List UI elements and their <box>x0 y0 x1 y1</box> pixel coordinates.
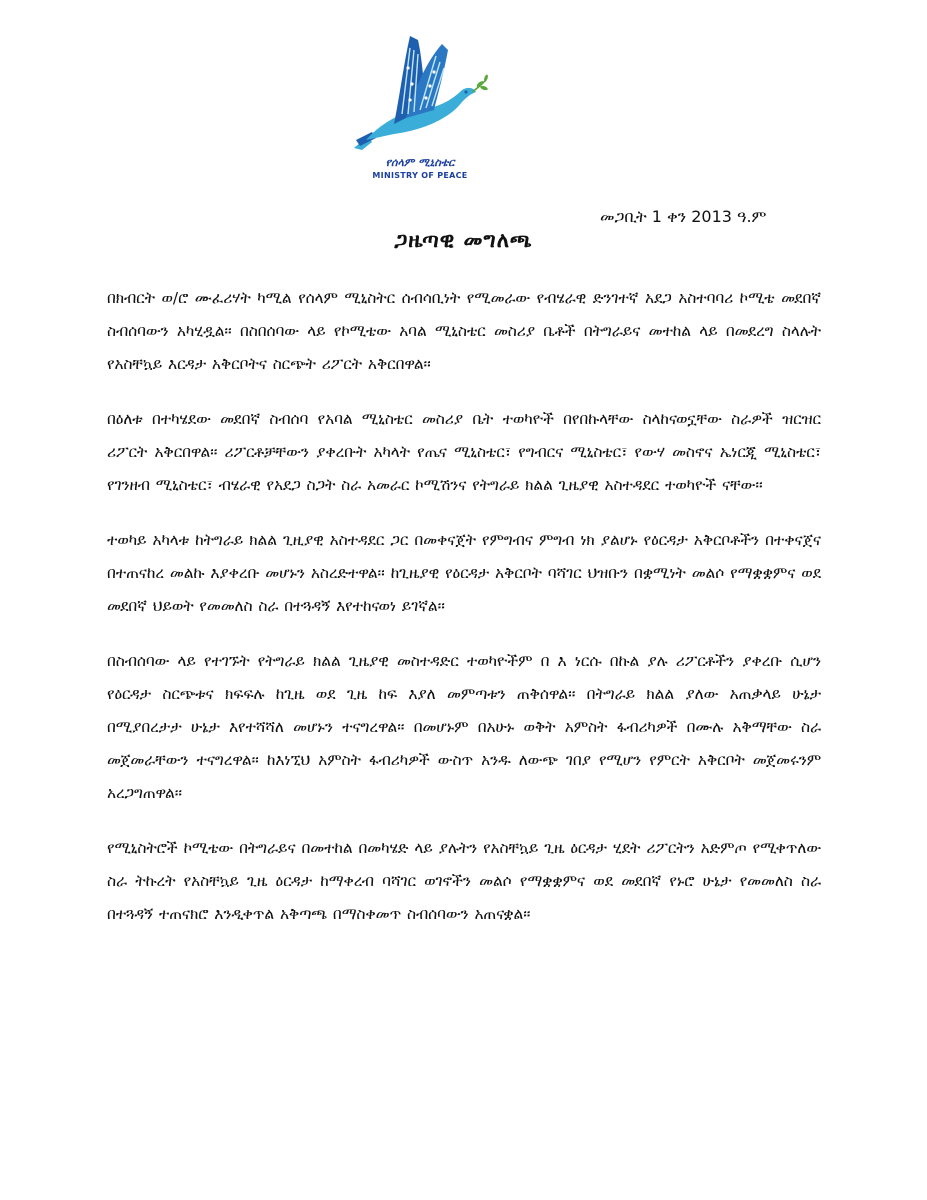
paragraph: በስብሰባው ላይ የተገኙት የትግራይ ክልል ጊዜያዊ መስተዳድር ተወካዮችም በ እ ነርሱ በኩል ያሉ ሪፖርቶችን ያቀረቡ ሲሆን የዕርዳታ ስርጭቱና ክፍፍሉ ከጊዜ ወደ ጊዜ ከፍ እያለ መምጣቱን ጠቅሰዋል፡፡ በትግራይ ክልል ያለው አጠቃላይ ሁኔታ በሚያበረታታ ሁኔታ እየተሻሻለ መሆኑን ተናግረዋል፡፡ በመሆኑም በአሁኑ ወቅት አምስት ፋብሪካዎች በሙሉ አቅማቸው ስራ መጀመራቸውን ተናግረዋል፡፡ ከእነኚህ አምስት ፋብሪካዎች ውስጥ አንዱ ለውጭ ገበያ የሚሆን የምርት አቅርቦት መጀመሩንም አረጋግጠዋል፡፡ <box>107 652 821 802</box>
ministry-logo <box>350 28 490 198</box>
document-body <box>107 282 821 953</box>
paragraph: ተወካይ አካላቱ ከትግራይ ክልል ጊዚያዊ አስተዳደር ጋር በመቀናጀት የምግብና ምግብ ነክ ያልሆኑ የዕርዳታ አቅርቦቶችን በተቀናጀና በተጠናከረ መልኩ እያቀረቡ መሆኑን አስረድተዋል፡፡ ከጊዜያዊ የዕርዳታ አቅርቦት ባሻገር ህዝቡን በቋሚነት መልሶ የማቋቋምና ወደ መደበኛ ህይወት የመመለስ ስራ በተጓዳኝ እየተከናወነ ይገኛል፡፡ <box>107 531 821 615</box>
paragraph: በክብርት ወ/ሮ ሙፈሪሃት ካሚል የሰላም ሚኒስትር ሰብሳቢነት የሚመራው የብሄራዊ ድንገተኛ አደጋ አስተባባሪ ኮሚቴ መደበኛ ስብሰባውን አካሂዷል፡፡ በስበሰባው ላይ የኮሚቴው አባል ሚኒስቴር መስሪያ ቤቶች በትግራይና መተከል ላይ በመደረግ ስላሉት የአስቸኳይ እርዳታ አቅርቦትና ስርጭት ሪፖርት አቅርበዋል፡፡ <box>107 289 821 373</box>
logo-amharic-name: የሰላም ሚኒስቴር <box>385 156 455 169</box>
document-date: መጋቢት 1 ቀን 2013 ዓ.ም <box>600 207 767 226</box>
peace-dove-icon <box>350 28 490 156</box>
paragraph: የሚኒስትሮች ኮሚቴው በትግራይና በመተከል በመካሄድ ላይ ያሉትን የአስቸኳይ ጊዜ ዕርዳታ ሂደት ሪፖርትን አድምጦ የሚቀጥለው ስራ ትኩረት የአስቸኳይ ጊዜ ዕርዳታ ከማቀረብ ባሻገር ወገኖችን መልሶ የማቋቋምና ወደ መደበኛ የኑሮ ሁኔታ የመመለስ ስራ በተጓዳኝ ተጠናክሮ እንዲቀጥል አቅጣጫ በማስቀመጥ ስብሰባውን አጠናቋል፡፡ <box>107 839 821 923</box>
logo-english-name: MINISTRY OF PEACE <box>372 171 468 180</box>
document-title: ጋዜጣዊ መግለጫ <box>394 228 533 252</box>
paragraph: በዕለቱ በተካሄደው መደበኛ ስብሰባ የአባል ሚኒስቴር መስሪያ ቤት ተወካዮች በየበኩላቸው ስላከናወኗቸው ስራዎች ዝርዝር ሪፖርት አቅርበዋል፡፡ ሪፖርቶቻቸውን ያቀረቡት አካላት የጤና ሚኒስቴር፣ የግብርና ሚኒስቴር፣ የውሃ መስኖና ኤነርጂ ሚኒስቴር፣ የገንዘብ ሚኒስቴር፣ ብሄራዊ የአደጋ ስጋት ስራ አመራር ኮሚሽንና የትግራይ ክልል ጊዜያዊ አስተዳደር ተወካዮች ናቸው፡፡ <box>107 410 821 494</box>
